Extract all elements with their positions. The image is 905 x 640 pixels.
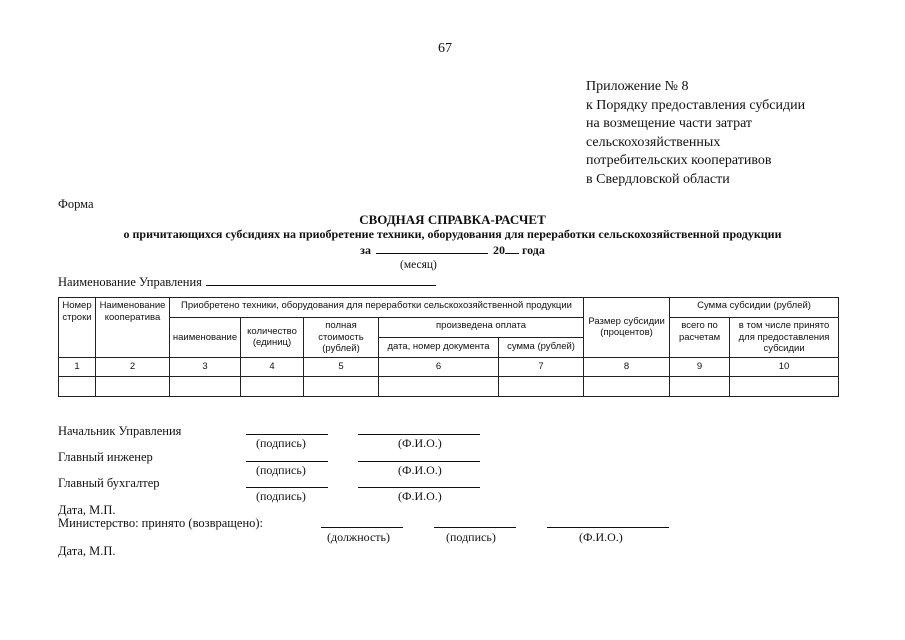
empty-cell[interactable] — [170, 376, 241, 396]
signature-caption: (подпись) — [256, 463, 306, 477]
appendix-line: Приложение № 8 — [586, 79, 689, 94]
header-row-number: Номер строки — [59, 298, 96, 358]
header-quantity: количество (единиц) — [241, 318, 304, 358]
empty-cell[interactable] — [59, 376, 96, 396]
date-mp-label: Дата, М.П. — [58, 503, 116, 517]
appendix-line: в Свердловской области — [586, 171, 730, 187]
ministry-position-field[interactable] — [321, 527, 403, 528]
management-line — [58, 273, 436, 290]
header-total-calc: всего по расчетам — [670, 318, 730, 358]
month-field[interactable] — [376, 242, 488, 254]
signature-caption: (подпись) — [446, 530, 496, 544]
empty-cell[interactable] — [96, 376, 170, 396]
fio-caption: (Ф.И.О.) — [398, 436, 442, 450]
column-number: 3 — [170, 357, 241, 376]
management-field[interactable] — [206, 273, 436, 286]
column-number: 8 — [584, 357, 670, 376]
column-number: 10 — [730, 357, 839, 376]
accountant-label: Главный бухгалтер — [58, 476, 160, 490]
year-prefix: 20 — [492, 243, 505, 257]
ministry-fio-field[interactable] — [547, 527, 669, 528]
document-title: СВОДНАЯ СПРАВКА-РАСЧЕТ — [359, 212, 546, 227]
appendix-line: к Порядку предоставления субсидии — [586, 97, 806, 113]
column-number: 6 — [379, 357, 499, 376]
empty-cell[interactable] — [584, 376, 670, 396]
page-number: 67 — [438, 41, 452, 56]
empty-cell[interactable] — [379, 376, 499, 396]
column-number: 9 — [670, 357, 730, 376]
empty-cell[interactable] — [670, 376, 730, 396]
empty-cell[interactable] — [730, 376, 839, 396]
appendix-line: на возмещение части затрат — [586, 116, 753, 131]
head-fio-field[interactable] — [358, 434, 480, 435]
head-signature-field[interactable] — [246, 434, 328, 435]
column-number: 1 — [59, 357, 96, 376]
header-subsidy-group: Сумма субсидии (рублей) — [670, 298, 839, 318]
engineer-fio-field[interactable] — [358, 461, 480, 462]
header-cooperative: Наименование кооператива — [96, 298, 170, 358]
position-caption: (должность) — [327, 530, 390, 544]
month-caption: (месяц) — [400, 259, 437, 271]
fio-caption: (Ф.И.О.) — [579, 530, 623, 544]
empty-cell[interactable] — [499, 376, 584, 396]
subsidy-table — [58, 297, 839, 397]
appendix-line: потребительских кооперативов — [586, 153, 772, 168]
column-number: 7 — [499, 357, 584, 376]
period-suffix: года — [521, 243, 545, 257]
header-accepted: в том числе принято для предоставления субсидии — [730, 318, 839, 358]
engineer-label: Главный инженер — [58, 450, 153, 464]
header-equipment-name: наименование — [170, 318, 241, 358]
period-line — [0, 242, 905, 258]
signature-caption: (подпись) — [256, 436, 306, 450]
header-date-document: дата, номер документа — [379, 337, 499, 357]
fio-caption: (Ф.И.О.) — [398, 463, 442, 477]
document-subtitle: о причитающихся субсидиях на приобретение техники, оборудования для переработки сельскохозяйственной продукции — [123, 227, 782, 241]
empty-cell[interactable] — [304, 376, 379, 396]
year-field[interactable] — [505, 242, 519, 254]
header-paid-sum: сумма (рублей) — [499, 337, 584, 357]
accountant-fio-field[interactable] — [358, 487, 480, 488]
header-full-cost: полная стоимость (рублей) — [304, 318, 379, 358]
appendix-line: сельскохозяйственных — [586, 134, 721, 150]
fio-caption: (Ф.И.О.) — [398, 489, 442, 503]
period-prefix: за — [360, 243, 371, 257]
appendix-block — [586, 78, 805, 189]
column-number: 4 — [241, 357, 304, 376]
head-label: Начальник Управления — [58, 424, 182, 438]
empty-cell[interactable] — [241, 376, 304, 396]
form-label: Форма — [58, 197, 94, 211]
ministry-label: Министерство: принято (возвращено): — [58, 516, 264, 530]
column-number: 2 — [96, 357, 170, 376]
header-paid-group: произведена оплата — [379, 318, 584, 338]
signature-caption: (подпись) — [256, 489, 306, 503]
header-subsidy-rate: Размер субсидии (процентов) — [584, 298, 670, 358]
date-mp-label: Дата, М.П. — [58, 544, 116, 558]
column-number: 5 — [304, 357, 379, 376]
header-purchased-group: Приобретено техники, оборудования для переработки сельскохозяйственной продукции — [170, 298, 584, 318]
engineer-signature-field[interactable] — [246, 461, 328, 462]
management-label: Наименование Управления — [58, 275, 202, 289]
accountant-signature-field[interactable] — [246, 487, 328, 488]
ministry-signature-field[interactable] — [434, 527, 516, 528]
